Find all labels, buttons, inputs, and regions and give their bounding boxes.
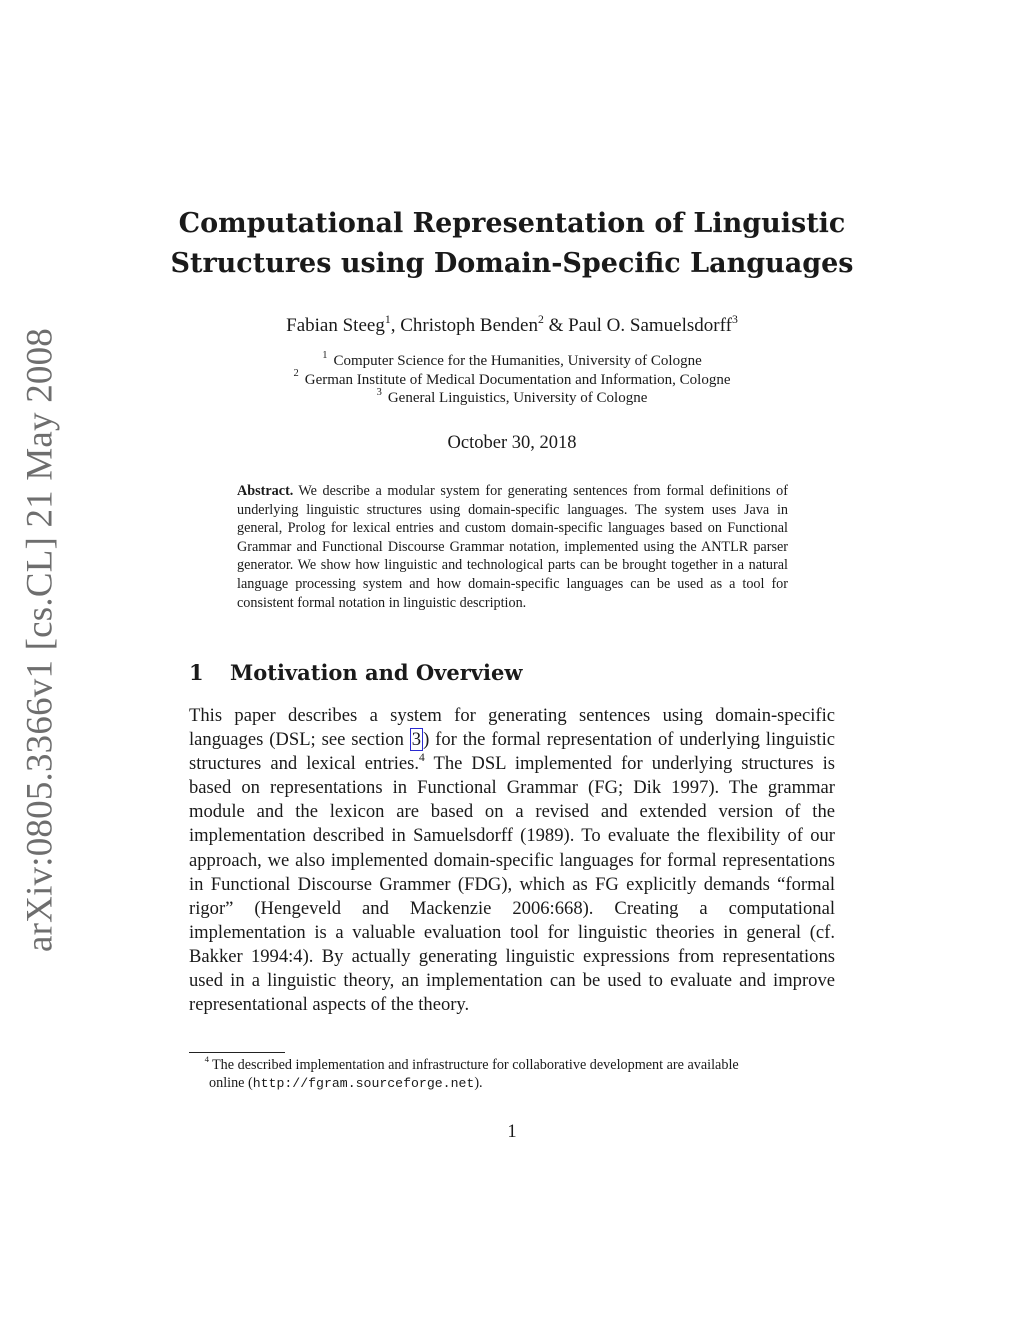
body-text-part: ) for the formal representation of underlying linguistic structures and lexical entries. (189, 729, 835, 775)
author-name: Fabian Steeg (286, 315, 385, 336)
affiliation-text: Computer Science for the Humanities, University of Cologne (333, 353, 702, 369)
footnote-text: The described implementation and infrastructure for collaborative development are available (212, 1057, 739, 1073)
affiliation-mark: 1 (322, 349, 328, 361)
author-affil-mark: 2 (537, 312, 544, 326)
footnote-line (189, 1056, 835, 1074)
footnote-divider (189, 1052, 285, 1053)
title-line-2: Structures using Domain-Specific Languages (170, 248, 854, 279)
affiliation-text: German Institute of Medical Documentation and Information, Cologne (304, 371, 731, 388)
author-name: Christoph Benden (400, 315, 538, 336)
section-reference-link[interactable]: 3 (411, 729, 422, 751)
abstract-text: We describe a modular system for generating sentences from formal definitions of underlying linguistic structures using domain-specific languages. The system uses Java in general, Prolog for lexical entries and custom domain-specific languages based on Functional Grammar and Functional Discourse Grammar notation, implemented using the ANTLR parser generator. We show how linguistic and technological parts can be brought together in a natural language processing system and how domain-specific languages can be used as a tool for consistent formal notation in linguistic description. (237, 483, 788, 611)
title-line-1: Computational Representation of Linguistic (178, 208, 846, 239)
affiliation (150, 368, 874, 390)
author-list (150, 314, 874, 338)
affiliation-text: General Linguistics, University of Cologne (387, 390, 648, 406)
body-paragraph (189, 704, 835, 1017)
section-heading (189, 660, 522, 685)
body-text-part: The DSL implemented for underlying structures is based on representations in Functional Grammar (FG; Dik 1997). The grammar module and the lexicon are based on a revised and extended version of the implementation described in Samuelsdorff (1989). To evaluate the flexibility of our approach, we also implemented domain-specific languages for formal representations in Functional Discourse Grammer (FDG), which as FG explicitly demands “formal rigor” (Hengeveld and Mackenzie 2006:668). Creating a computational implementation is a valuable evaluation tool for linguistic theories in general (cf. Bakker 1994:4). By actually generating linguistic expressions from representations used in a linguistic theory, an implementation can be used to evaluate and improve representational aspects of the theory. (189, 753, 836, 1016)
paper-title (150, 204, 874, 284)
footnote-text: online ( (209, 1075, 253, 1091)
author-separator: , (390, 315, 401, 336)
footnote (189, 1056, 835, 1093)
footnote-reference-link[interactable]: 4 (419, 751, 425, 764)
section-title: Motivation and Overview (230, 660, 523, 685)
paper-date: October 30, 2018 (447, 433, 577, 453)
affiliation-list (150, 349, 874, 408)
affiliation (150, 349, 874, 371)
footnote-url-link[interactable]: http://fgram.sourceforge.net (252, 1076, 475, 1091)
footnote-mark (189, 1056, 212, 1074)
section-number: 1 (189, 660, 204, 685)
author-affil-mark: 1 (384, 312, 391, 326)
author-name: Paul O. Samuelsdorff (568, 315, 732, 336)
body-text-part: This paper describes a system for generating sentences using domain-specific languages (DSL; see section (189, 705, 835, 751)
footnote-mark-number: 4 (204, 1054, 209, 1065)
abstract-label: Abstract. (237, 483, 294, 499)
author-affil-mark: 3 (731, 312, 738, 326)
author-separator: & (543, 315, 569, 336)
affiliation-mark: 2 (293, 368, 299, 380)
affiliation (150, 386, 874, 408)
arxiv-identifier: arXiv:0805.3366v1 [cs.CL] 21 May 2008 (19, 328, 61, 952)
page-number: 1 (507, 1122, 517, 1142)
footnote-text: ). (474, 1075, 483, 1091)
affiliation-mark: 3 (376, 386, 382, 398)
footnote-line (189, 1074, 835, 1093)
abstract (237, 482, 788, 612)
